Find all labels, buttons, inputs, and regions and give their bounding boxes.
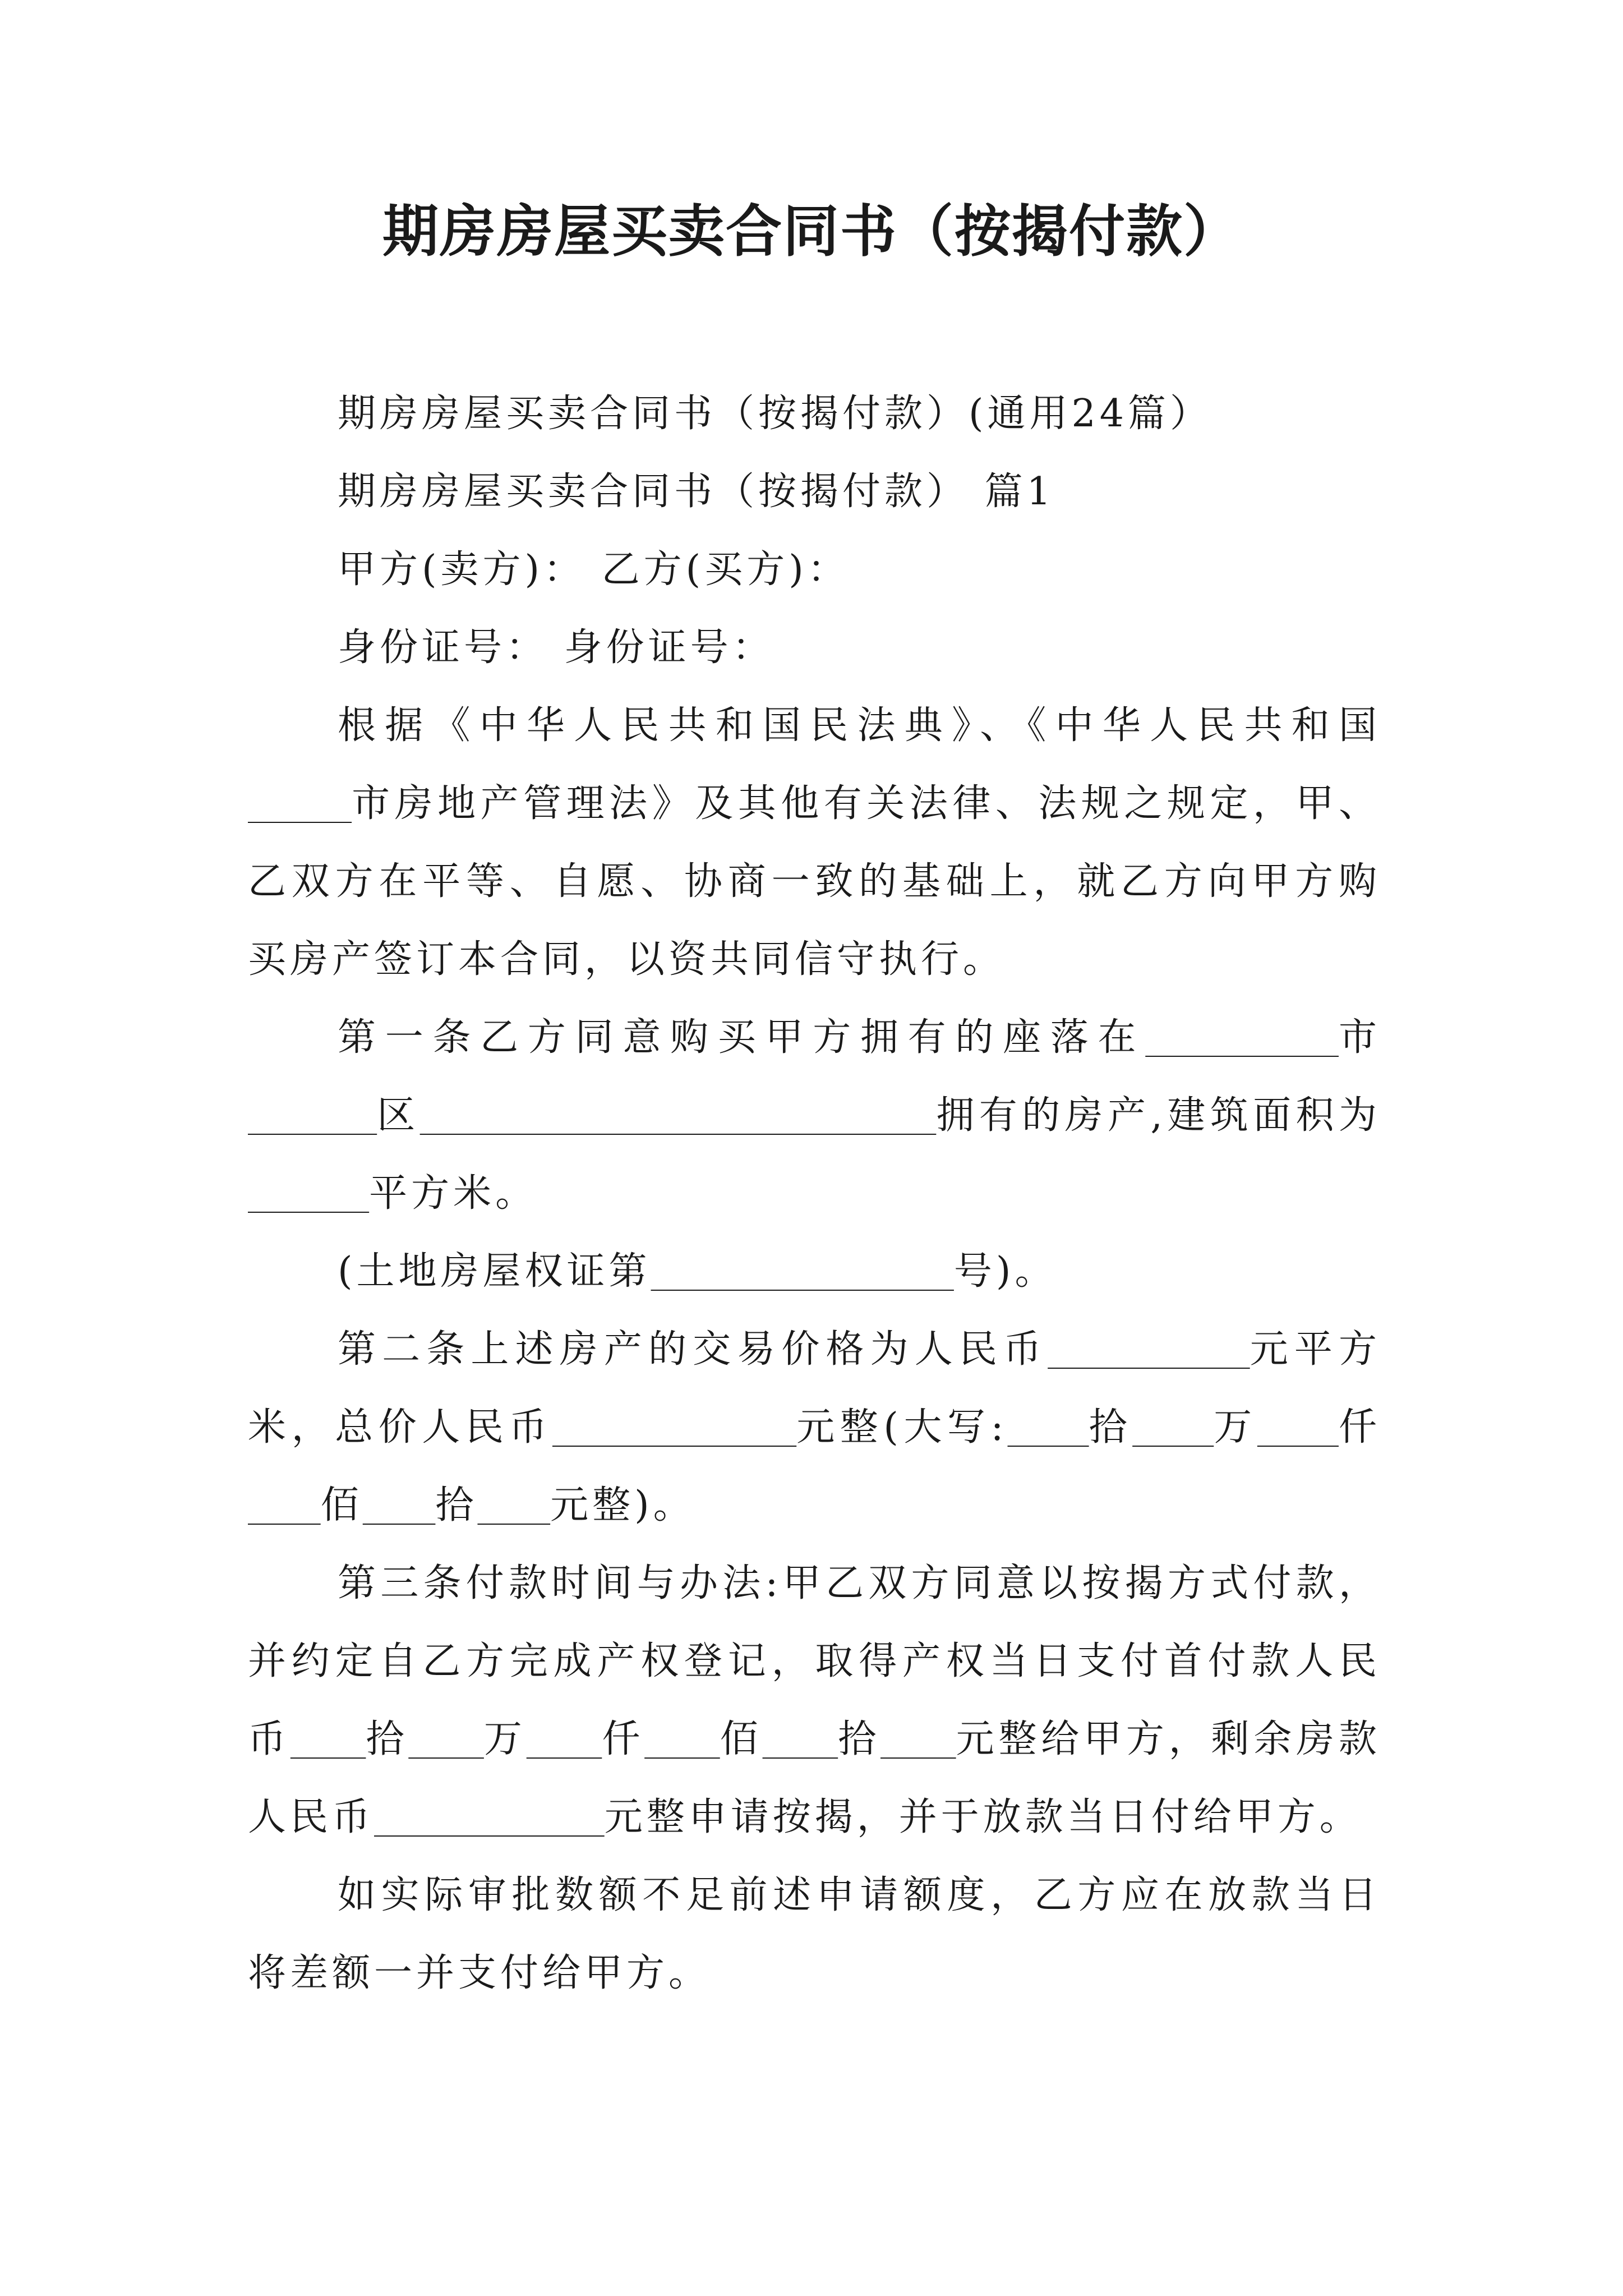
blank-remaining-amount (374, 1795, 605, 1839)
article-1-text-1: 第一条乙方同意购买甲方拥有的座落在 (338, 1015, 1146, 1060)
article-2-text-5: 万 (1214, 1405, 1257, 1450)
blank-hundred-thousands (1008, 1405, 1089, 1450)
article-2-text-3: 元整(大写: (796, 1405, 1008, 1450)
article-2-paragraph (248, 1310, 1381, 1544)
document-body (248, 375, 1381, 2012)
blank-down-payment-hundreds (644, 1717, 720, 1761)
article-3-text-3: 万 (483, 1717, 527, 1761)
document-title: 期房房屋买卖合同书（按揭付款） (382, 199, 1241, 264)
article-1-text-3: 区 (377, 1093, 420, 1138)
blank-ten-thousands (1132, 1405, 1214, 1450)
article-3-text-2: 拾 (366, 1717, 409, 1761)
article-2-text-6: 仟 (1338, 1405, 1381, 1450)
article-2-text-8: 拾 (435, 1483, 478, 1527)
subtitle-line: 期房房屋买卖合同书（按揭付款）(通用24篇） (338, 392, 1212, 436)
blank-down-payment-hundred-thousands (291, 1717, 366, 1761)
land-certificate-line (248, 1232, 1381, 1310)
blank-down-payment-units (880, 1717, 956, 1761)
article-3-text-5: 佰 (720, 1717, 763, 1761)
article-3-text-1: 第三条付款时间与办法:甲乙双方同意以按揭方式付款，并约定自乙方完成产权登记，取得产权当日支付首付款人民币 (248, 1561, 1381, 1761)
closing-paragraph: 如实际审批数额不足前述申请额度，乙方应在放款当日将差额一并支付给甲方。 (248, 1873, 1381, 1995)
blank-tens (363, 1483, 436, 1527)
parties-line: 甲方(卖方)： 乙方(买方)： (338, 547, 850, 592)
blank-down-payment-thousands (527, 1717, 602, 1761)
preamble-text-2: 市房地产管理法》及其他有关法律、法规之规定，甲、乙双方在平等、自愿、协商一致的基础上，就乙方向甲方购买房产签订本合同，以资共同信守执行。 (248, 781, 1381, 982)
land-cert-text-2: 号)。 (953, 1249, 1057, 1294)
article-3-text-6: 拾 (838, 1717, 881, 1761)
article-1-text-5: 平方米。 (369, 1171, 538, 1216)
blank-thousands (1257, 1405, 1339, 1450)
section-heading: 期房房屋买卖合同书（按揭付款） 篇1 (338, 470, 1055, 514)
article-1-text-2: 市 (1338, 1015, 1381, 1060)
article-2-text-1: 第二条上述房产的交易价格为人民币 (338, 1327, 1048, 1372)
article-2-text-9: 元整)。 (550, 1483, 695, 1527)
article-3-paragraph (248, 1544, 1381, 1856)
blank-units (477, 1483, 550, 1527)
blank-hundreds (248, 1483, 321, 1527)
article-3-text-4: 仟 (602, 1717, 645, 1761)
blank-city (248, 781, 352, 826)
blank-down-payment-ten-thousands (408, 1717, 484, 1761)
blank-location-district (248, 1093, 377, 1138)
preamble-paragraph (248, 687, 1381, 999)
id-number-line: 身份证号： 身份证号： (338, 625, 774, 670)
article-1-paragraph (248, 999, 1381, 1232)
article-1-text-4: 拥有的房产,建筑面积为 (936, 1093, 1381, 1138)
blank-location-address (420, 1093, 937, 1138)
land-cert-text-1: (土地房屋权证第 (338, 1249, 651, 1294)
blank-location-city (1145, 1015, 1339, 1060)
article-2-text-4: 拾 (1089, 1405, 1133, 1450)
blank-certificate-number (651, 1249, 954, 1294)
article-3-text-7: 元整给甲方，剩余房款人民币 (248, 1717, 1381, 1839)
blank-total-price (552, 1405, 796, 1450)
blank-floor-area (248, 1171, 369, 1216)
article-3-text-8: 元整申请按揭，并于放款当日付给甲方。 (604, 1795, 1362, 1839)
article-2-text-2: 元平方米，总价人民币 (248, 1327, 1381, 1450)
article-2-text-7: 佰 (320, 1483, 363, 1527)
blank-down-payment-tens (763, 1717, 838, 1761)
preamble-text-1: 根据《中华人民共和国民法典》、《中华人民共和国 (338, 703, 1381, 748)
blank-unit-price (1048, 1327, 1250, 1372)
